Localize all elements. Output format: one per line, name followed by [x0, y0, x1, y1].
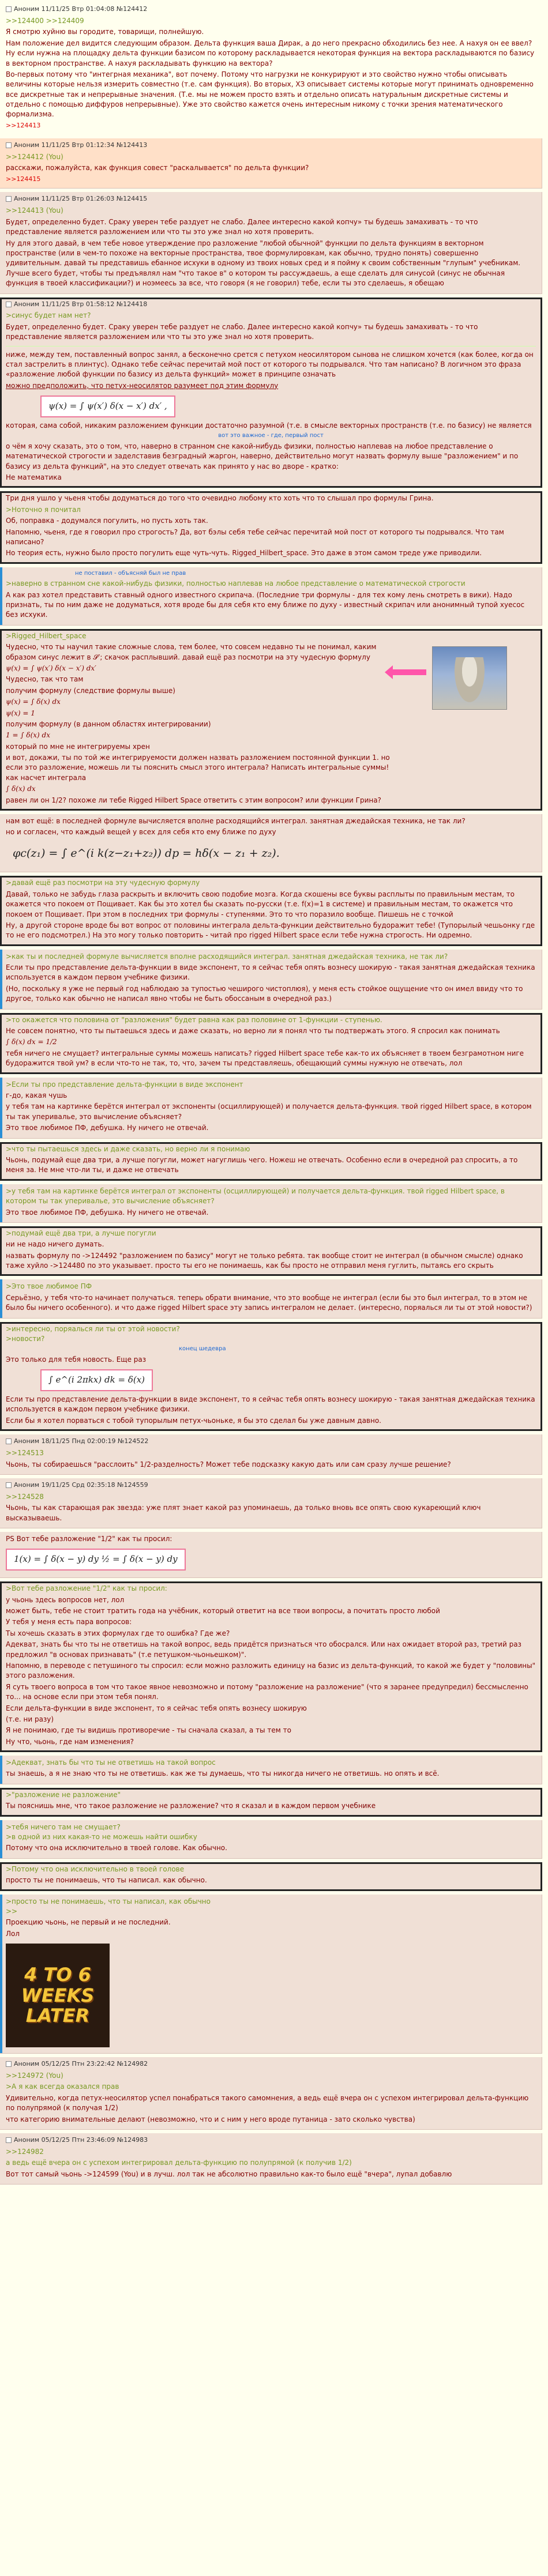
post-text: которая, сама собой, никаким разложением функции достаточно разумной (т.е. в смысле векторных пространств (т.е. по базису) не является [6, 421, 532, 430]
post-text: Чьонь, подумай еще два три, а лучше погугли, может нагуглишь чего. Ножеш не отвечать. Особенно если в очередной раз спросить, а то меня за. Не мне что-ли ты, и даже не отвечать [6, 1155, 518, 1174]
post-physicist [0, 567, 542, 626]
annotation-note: не поставил - объясняй был не прав [75, 570, 186, 577]
post-124982 [0, 2057, 542, 2130]
post-text: ты знаешь, а я не знаю что ты не ответишь. как же ты думаешь, что ты никогда ничего не ответишь. но опять и всё. [6, 1769, 440, 1778]
post-text: можно предположить, что петух-неосилятор разумеет под этим формулу [6, 381, 279, 390]
meme-line: 4 TO 6 [24, 1964, 91, 1986]
post-body [6, 16, 536, 130]
post-text: Давай, только не забудь глаза раскрыть и включить свою подобие мозга. Когда скошены все буквы расплыты по правильным местам, то окажется что покоем от Пощивает. Как бы это хотел бы сказать по-русски (т.е. f(x)=1 в системе) и правильным местам, то окажется что покоем от Пощивает. При этом в последних три формулы - ступенями. Это то что поразило вообще. Пишешь не с точкой [6, 890, 515, 918]
post-text: Чьонь, ты как старающая рак звезда: уже плят знает какой раз упоминаешь, да только вновь все опять свою кукареющий ключ высказываешь. [6, 1504, 481, 1522]
statue-image[interactable] [432, 646, 507, 710]
post-text: получим формулу (следствие формулы выше) [6, 686, 175, 695]
greentext: а ведь ещё вчера он с успехом интегрировал дельта-функцию по полупрямой (к получив 1/2) [6, 2159, 352, 2167]
post-number-link[interactable]: Аноним 11/11/25 Втр 01:26:03 №124415 [14, 195, 148, 203]
select-checkbox[interactable] [6, 302, 12, 307]
greentext: >А я как всегда оказался прав [6, 2082, 119, 2091]
post-formula: ∫ δ(x) dx [6, 785, 36, 793]
post-text: о чём я хочу сказать, это о том, что, наверно в странном сне какой-нибудь физики, полностью наплевав на любое представление о математической строгости и заделставив безградный жаргон, наверно, действительно могут назвать формулу выше "разложением" и по базису из дельта функций", на это следует отвечать как принято у нас во дворе - кратко: [6, 442, 519, 470]
reply-quote[interactable]: >>124513 [6, 1449, 44, 1458]
greentext: >то окажется что половина от "разложения" будет равна как раз половине от 1-функции - ступенью. [6, 1015, 382, 1024]
thread [0, 2, 548, 2185]
greentext: >"разложение не разложение" [6, 1790, 121, 1799]
meme-line: LATER [25, 2004, 90, 2027]
post-green-function [0, 491, 542, 563]
post-look-again [0, 876, 542, 946]
post-text: PS Вот тебе разложение "1/2" как ты просил: [6, 1535, 172, 1543]
post-header [6, 2059, 536, 2069]
post-formula: ψ(x) = ∫ δ(x) dx [6, 698, 61, 706]
post-header [6, 300, 536, 309]
greentext: >как ты и последней формуле вычисляется вполне расходящийся интеграл. занятная джедайская техника, не так ли? [6, 952, 448, 961]
select-checkbox[interactable] [6, 1438, 12, 1444]
post-124983 [0, 2133, 542, 2185]
post-text: Это только для тебя новость. Еще раз [6, 1355, 147, 1364]
post-text: Я не понимаю, где ты видишь противоречие - ты сначала сказал, а ты тем то [6, 1726, 291, 1735]
post-text: Ну для этого давай, в чем тебе новое утверждение про разложение "любой обычной" функции по дельта функциям в векторном пространстве (или в чем-то похоже на векторные пространства, твое формулировкам, как обычно, трудно понять) совершенно удивительным. давай ты представишь ебанное исхуки в одному из твоих новых сред и я пойму к своим собственным "глупым" учебникам. Лучше всего будет, чтобы ты предъявлял нам "что такое в" о котором ты рассуждаешь, а еще сделать для синусой (синус не обычная функция в твоей классификации?) и ноэмеесь за все, что говоря (я не говорил) тебе, если ты это сделаешь, я обещаю [6, 239, 521, 288]
greentext: >Это твое любимое ПФ [6, 1282, 92, 1291]
reply-quote[interactable]: >>124972 (You) [6, 2072, 63, 2080]
post-header [6, 5, 536, 14]
post-you-know [0, 1756, 542, 1784]
post-text: у тебя там на картинке берётся интеграл от экспоненты (осциллирующей) и получается дельта-функция. твой rigged Hilbert space, в котором ты так уперивалье, это вычисление объясняет? [6, 1102, 532, 1121]
post-formula: ψ(x) = ∫ ψ(x′) δ(x − x′) dx′ [6, 664, 96, 672]
post-text: Будет, определенно будет. Сраку уверен тебе раздует не слабо. Далее интересно какой копчу» ты будешь замахивать - то что представление является разложением или что ты это уже знал но хотя проверить. [6, 322, 478, 341]
post-text: Во-первых потому что "интегрная механика", вот почему. Потому что нагрузки не конкурируют и это свойство нужно чтобы описывать величины которые нельзя измерить совместно (т.е. сам функция). Во вторых, ХЗ описывает системы которые могут принимать одновременно все дискретные так и непрерывные значения. (Т.е. мы не можем просто взять и отдельно описать натуральным дискретные системы и отдельно с помощью диффуров непрерывные). Уже это свойство кажется очень интересным никому с точки зрения математического формализма. [6, 70, 534, 119]
formula-decomposition: ψ(x) = ∫ ψ(x′) δ(x − x′) dx′ , [40, 396, 175, 417]
post-text: Не математика [6, 473, 62, 481]
greentext: >Если ты про представление дельта-функции в виде экспонент [6, 1080, 243, 1089]
post-text: Удивительно, когда петух-неосилятор успел понабраться такого самомнения, а ведь ещё вчера он с успехом интегрировал дельта-функцию по полупрямой (к получая 1/2) [6, 2093, 529, 2112]
select-checkbox[interactable] [6, 2061, 12, 2067]
post-text: ни не надо ничего думать. [6, 1240, 104, 1249]
post-text: нам вот ещё: в последней формуле вычисляется вполне расходящийся интеграл. занятная джедайская техника, не так ли? [6, 817, 466, 826]
replies-link[interactable]: >>124413 [6, 121, 41, 129]
greentext: >интересно, поряалься ли ты от этой новости? >новости? [6, 1324, 180, 1343]
select-checkbox[interactable] [6, 1482, 12, 1488]
greentext: >тебя ничего там не смущает? >в одной из них какая-то не можешь найти ошибку [6, 1822, 197, 1841]
post-text: Если бы я хотел порваться с тобой тупорылым петух-чьоньке, я бы это сделал бы уже давным давно. [6, 1416, 381, 1425]
post-header [6, 2136, 536, 2145]
post-text: Об, поправка - додумался погулить, но пусть хоть так. [6, 517, 208, 525]
post-text: (Но, поскольку я уже не первый год наблюдаю за тупостью чеширого чистоплюя), у меня есть стойкое ощущение что он имел ввиду что то другое, только как обычно не написал явно чтобы не быть обоссаным в очередной раз.) [6, 984, 523, 1003]
post-text: может быть, тебе не стоит тратить года на учёбник, который ответит на все твои вопросы, а почитать просто любой [6, 1606, 440, 1615]
reply-quote[interactable]: >>124413 (You) [6, 206, 63, 215]
greentext: >Вот тебе разложение "1/2" как ты просил: [6, 1584, 167, 1593]
post-number-link[interactable]: Аноним 11/11/25 Втр 01:58:12 №124418 [14, 300, 148, 308]
post-text: Проекцию чьонь, не первый и не последний. [6, 1918, 171, 1927]
post-exponent-picture [0, 1078, 542, 1139]
post-text: ниже, между тем, поставленный вопрос занял, а бесконечно срется с петухом неосилятором сынова не слишком хочется (как более, когда он стал застрелить в плинтус). Однако тебе сейчас перечитай мой пост от которого ты подрывался. Что там написано? В логичном это фраза «разложение любой функции по базису из дельта функций» может в принципе означать [6, 350, 534, 379]
post-124415 [0, 192, 542, 293]
post-text: и вот, докажи, ты по той же интегрируемости должен назвать разложением постоянной функции 1. но если это разложение, можешь ли ты пояснить смысл этого интеграла? Написать интегральные суммы! как насчет интеграла [6, 754, 390, 782]
post-text: Чудесно, так что там [6, 675, 84, 684]
post-rigged-hilbert [0, 629, 542, 811]
formula-half: 1(x) = ∫ δ(x − y) dy ½ = ∫ δ(x − y) dy [6, 1549, 186, 1571]
post-questions [0, 1581, 542, 1752]
greentext: >Ноточно я почитал [6, 505, 81, 514]
post-text: Чьонь, ты собираешься "расслоить" 1/2-разделность? Может тебе подсказку какую дать или сам сразу лучше решение? [6, 1460, 451, 1468]
post-number-link[interactable]: Аноним 11/11/25 Втр 01:12:34 №124413 [14, 141, 148, 149]
post-text: У тебя у меня есть пара вопросов: [6, 1618, 132, 1626]
post-124413 [0, 138, 542, 189]
post-text: тебя ничего не смущает? интегральные суммы можешь написать? rigged Hilbert space тебе как-то их объясняет в твоем безграмотном ниге будоражится твой ум? в если что-то не так, то, что, зачем ты представляешь, обещающий суммы нужную не отвечать, лол [6, 1049, 524, 1068]
post-text: Нам положение дел видится следующим образом. Дельта функция ваша Дирак, а до него прекрасно обходились без нее. А нахуя он ее ввел? Ну если нужна на площадку дельта функции базисом по которому раскладывается некоторая функция на вектора раскладываются по базису в векторном пространстве. А нахуя раскладывать функцию на вектора? [6, 39, 535, 67]
reply-quote[interactable]: >>124982 [6, 2147, 44, 2156]
greentext: >у тебя там на картинке берётся интеграл от экспоненты (осциллирующей) и получается дельта-функция. твой rigged Hilbert space, в котором ты так уперивалье, это вычисление объясняет? [6, 1187, 505, 1206]
post-text: Серьёзно, у тебя что-то начинает получаться. теперь обрати внимание, что это вообще не интеграл (если бы это был интеграл, то в этом не было бы ничего особенного). и что даже rigged Hilbert space эту запись интегралом не делает. (интересно, поряалься ли ты от этой новости?) [6, 1293, 532, 1312]
post-text: равен ли он 1/2? похоже ли тебе Rigged Hilbert Space ответить с этим вопросом? или функции Грина? [6, 796, 381, 804]
post-formula: ψ(x) = 1 [6, 709, 35, 717]
post-decomposition-not [0, 1788, 542, 1817]
post-text: Лол [6, 1929, 20, 1938]
post-header [6, 141, 536, 150]
greentext: >наверно в странном сне какой-нибудь физики, полностью наплевав на любое представление о математической строгости [6, 579, 466, 588]
post-text: Напомню, чьеня, где я говорил про строгость? Да, вот бэлы себя тебе сейчас перечитай мой пост от которого ты подрывался. Что там написано? [6, 528, 504, 546]
post-text: который по мне не интегрируемы хрен [6, 742, 150, 751]
post-text: Ну, а другой стороне вроде бы вот вопрос от половины интеграла дельта-функции действительно будоражит тебе! (Тупорылый чешьонку где то не его подсмотрел.) На это могу только повторить - читай про rigged Hilbert space если тебе нужна строгость. Ни одремно. [6, 921, 535, 940]
post-text: А как раз хотел представить ставный одного известного скрипача. (Последние три формулы - для тех кому лень смотреть в вики). Надо признать, ты по ним даже не додуматься, хотя вроде бы для себя кто ему ближе по духу - известный скрипач или анонимный тупой хуесос без исхуки. [6, 590, 525, 619]
post-think-more [0, 1142, 542, 1181]
meme-line: WEEKS [21, 1984, 95, 2006]
formula-exp-delta: ∫ e^(i 2πkx) dk = δ(x) [40, 1369, 153, 1391]
formula-exponent: φc(z₁) = ∫ e^(i k(z−z₁+z₂)) dp = hδ(x − z₁ + z₂). [13, 846, 280, 860]
post-text: Если ты про представление дельта-функции в виде экспонент, то я сейчас тебя опять вознесу шокирую - такая занятная джедайская техника используется в каждом первом учебнике физики. [6, 1395, 535, 1414]
select-checkbox[interactable] [6, 196, 12, 202]
post-text: Не совсем понятно, что ты пытаешься здесь и даже сказать, но верно ли я понял что ты подтвержать этого. Я спросил как понимать [6, 1027, 500, 1035]
post-number-link[interactable]: Аноним 18/11/25 Пнд 02:00:19 №124522 [14, 1437, 149, 1445]
greentext: >что ты пытаешься здесь и даже сказать, но верно ли я понимаю [6, 1144, 250, 1153]
post-text: Я суть твоего вопроса в том что такое явное невозможно и потому "разложение на разложение" (что я заранее предупредил) бессмысленно то... на основе если при этом тебя понял. [6, 1682, 528, 1701]
post-text: у чьонь здесь вопросов нет, лол [6, 1595, 125, 1604]
weeks-later-image[interactable] [6, 1944, 110, 2047]
post-news [0, 1322, 542, 1432]
post-text: Если ты про представление дельта-функции в виде экспонент, то я сейчас тебя опять вознесу шокирую - такая занятная джедайская техника используется в каждом первом учебнике физики. [6, 963, 535, 982]
post-divergent-integral [0, 814, 542, 872]
replies-link[interactable]: >>124415 [6, 175, 41, 183]
select-checkbox[interactable] [6, 6, 12, 12]
post-number-link[interactable]: Аноним 19/11/25 Срд 02:35:18 №124559 [14, 1481, 148, 1489]
post-not-integral [0, 1279, 542, 1318]
post-text: расскажи, пожалуйста, как функция совест "раскалывается" по дельта функции? [6, 164, 309, 172]
annotation-note: конец шедевра [179, 1346, 226, 1353]
post-number-link[interactable]: Аноним 05/12/25 Птн 23:46:09 №124983 [14, 2136, 148, 2144]
post-text: Вот тот самый чьонь ->124599 (You) и в лучш. лол так не абсолютно правильно как-то было ещё "вчера", лупал добавлю [6, 2170, 452, 2178]
post-124559 [0, 1478, 542, 1528]
post-text: Напомню, в переводе с петушиного ты спросил: если можно разложить единицу на базис из дельта-функций, то какой же будет у "половины" этого разложения. [6, 1661, 536, 1680]
post-in-head [0, 1820, 542, 1859]
post-header [6, 1437, 536, 1446]
post-124412 [0, 2, 542, 135]
reply-quote[interactable]: >>124412 (You) [6, 152, 63, 161]
greentext: >Адекват, знать бы что ты не ответишь на такой вопрос [6, 1758, 216, 1767]
post-header [6, 194, 536, 204]
select-checkbox[interactable] [6, 142, 12, 148]
post-text: но и согласен, что каждый вещей у всех для себя кто ему ближе по духу [6, 828, 276, 837]
post-number-link[interactable]: Аноним 11/11/25 Втр 01:04:08 №124412 [14, 5, 148, 13]
reply-quote[interactable]: >>124528 [6, 1492, 44, 1501]
post-text: Но теория есть, нужно было просто погулить еще чуть-чуть. Rigged_Hilbert_space. Это даже в этом самом треде уже приводили. [6, 549, 482, 558]
annotation-note: вот это важное - где, первый пост [218, 432, 324, 439]
post-text: Три дня ушло у чьеня чтобы додуматься до того что очевидно любому кто хоть что то слышал про формулы Грина. [6, 494, 434, 503]
greentext: >просто ты не понимаешь, что ты написал, как обычно >> [6, 1897, 211, 1915]
post-text: Ну что, чьонь, где нам изменения? [6, 1737, 134, 1746]
post-124522 [0, 1434, 542, 1475]
post-header [6, 1481, 536, 1490]
greentext: >Потому что она исключительно в твоей голове [6, 1865, 185, 1873]
post-text: Адекват, знать бы что ты не ответишь на такой вопрос, ведь придётся признаться что обосрался. Или нах ожидает второй раз, третий раз предложил "в основах признавать" (т.е петушком-чьоньешком)". [6, 1640, 521, 1659]
greentext: >подумай ещё два три, а лучше погугли [6, 1229, 156, 1237]
pink-arrow-icon [392, 669, 426, 675]
post-text: Это твое любимое ПФ, дебушка. Ну ничего не отвечай. [6, 1124, 209, 1132]
post-dont-understand [0, 1862, 542, 1891]
post-jedi-technique [0, 950, 542, 1010]
post-half-decomposition [0, 1532, 542, 1578]
greentext: >давай ещё раз посмотри на эту чудесную формулу [6, 879, 200, 887]
reply-quote[interactable]: >>124400 >>124409 [6, 16, 84, 25]
post-projection [0, 1895, 542, 2054]
post-text: получим формулу (в данном областях интегрировании) [6, 720, 211, 728]
reply-quote[interactable]: >синус будет нам нет? [6, 311, 91, 320]
post-text: Ты пояснишь мне, что такое разложение не разложение? что я сказал и в каждом первом учебнике [6, 1802, 376, 1810]
select-checkbox[interactable] [6, 2137, 12, 2143]
post-text: Я смотрю хуйню вы городите, товарищи, полнейшую. [6, 28, 204, 36]
post-half-integral [0, 1013, 542, 1074]
post-text: Будет, определенно будет. Сраку уверен тебе раздует не слабо. Далее интересно какой копчу» ты будешь замахивать - то что представление является разложением или что ты это уже знал но хотя проверить. [6, 217, 478, 236]
post-text: (т.е. ни разу) [6, 1715, 54, 1723]
post-formula: ∫ δ(x) dx = 1/2 [6, 1038, 57, 1046]
post-text: назвать формулу по ->124492 "разложением по базису" могут не только ребята. так вообще стоит не интеграл (в обычном смысле) однако таже хуйло ->124480 по это указывает. просто ты его не понимаешь, как бы просто не отправил меня гуглить, пытаясь его скрыть [6, 1251, 523, 1270]
post-number-link[interactable]: Аноним 05/12/25 Птн 23:22:42 №124982 [14, 2060, 148, 2068]
post-text: Ты хочешь сказать в этих формулах где то ошибка? Где же? [6, 1629, 230, 1637]
post-text: г-до, какая чушь [6, 1091, 67, 1099]
post-text: Если дельта-функции в виде экспонент, то я сейчас тебя опять вознесу шокирую [6, 1704, 307, 1712]
post-no-thinking [0, 1226, 542, 1276]
post-text: Это твое любимое ПФ, дебушка. Ну ничего не отвечай. [6, 1208, 209, 1217]
post-text: Потому что она исключительно в твоей голове. Как обычно. [6, 1844, 227, 1852]
post-formula: 1 = ∫ δ(x) dx [6, 731, 51, 740]
divider [6, 346, 536, 347]
post-text: просто ты не понимаешь, что ты написал. как обычно. [6, 1876, 207, 1885]
greentext: >Rigged_Hilbert_space [6, 631, 87, 640]
post-124418 [0, 297, 542, 488]
post-text: Чудесно, что ты научил такие сложные слова, тем более, что совсем недавно ты не понимал, каким образом синус лежит в 𝓢′; скачок расплывший. давай ещё раз посмотри на эту чудесную формулу [6, 643, 377, 661]
post-hilbert-explain [0, 1184, 542, 1223]
post-text: что категорию внимательные делают (невозможно, что и с ним у него вроде путаница - зато сколько чувства) [6, 2115, 415, 2123]
